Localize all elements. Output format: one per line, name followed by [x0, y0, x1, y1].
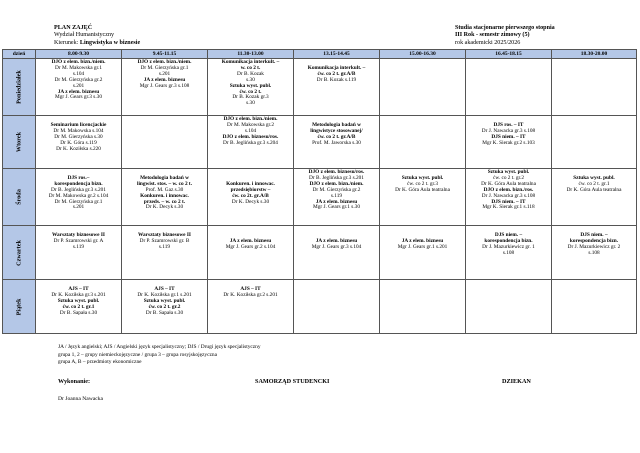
- class-line: Dr J. Nawacka gr.3 s.108: [481, 127, 536, 134]
- class-entry: [36, 116, 121, 152]
- class-line: DJO z elem. bizn./niem.: [51, 59, 106, 65]
- schedule-cell: [552, 226, 637, 280]
- class-entry: [380, 169, 465, 194]
- class-line: Dr B. Jeglińska gr.3 s.204: [223, 139, 278, 146]
- class-entry: [122, 59, 207, 90]
- day-row: [3, 280, 637, 334]
- class-line: Dr K. Góra Aula teatralna: [395, 186, 450, 193]
- day-row: [3, 169, 637, 226]
- class-line: s.119: [158, 243, 171, 250]
- day-label: [3, 226, 36, 280]
- class-line: DJS niem. – IT: [491, 198, 526, 205]
- schedule-cell: [466, 169, 552, 226]
- class-line: ćw. co 2 t. gr.2: [493, 174, 524, 181]
- faculty-name: Wydział Humanistyczny: [54, 32, 115, 39]
- class-line: DJS niem. –: [494, 231, 523, 238]
- academic-year: rok akademicki 2025/2026: [455, 39, 521, 46]
- class-line: Komunikacja interkult. –: [307, 64, 366, 71]
- class-line: ćw. co 2 t. gr.2: [148, 303, 181, 310]
- class-line: JA z elem. biznesu: [143, 76, 186, 83]
- schedule-cell: [552, 169, 637, 226]
- class-entry: [466, 169, 551, 211]
- schedule-cell: [208, 226, 294, 280]
- class-entry: [122, 280, 207, 316]
- class-entry: [208, 59, 293, 107]
- class-line: s.201: [72, 82, 85, 89]
- class-entry: [380, 280, 465, 281]
- schedule-cell: [122, 116, 208, 169]
- col-header: 9.45-11.15: [122, 50, 208, 59]
- class-line: Dr K. Decyk s.30: [231, 198, 270, 205]
- class-line: ćw. co 2 t. gr.3: [407, 180, 438, 187]
- schedule-cell: [380, 169, 466, 226]
- class-line: Sztuka wyst. publ.: [57, 297, 100, 304]
- header-left: [54, 25, 140, 47]
- class-line: s.108: [588, 249, 600, 256]
- col-header: 18.30-20.00: [552, 50, 637, 59]
- class-line: Konkuren. i innowac.: [140, 192, 189, 199]
- class-line: Dr B. Sapała s.30: [59, 309, 98, 316]
- header-right: [455, 25, 555, 47]
- class-line: Warsztaty biznesowe II: [138, 231, 191, 238]
- class-line: s.119: [330, 192, 343, 199]
- class-entry: [552, 226, 636, 257]
- class-line: Dr M. Makowska s.104: [53, 127, 104, 134]
- class-line: Dr M. Gierzyńska gr.2: [312, 186, 361, 193]
- class-entry: [466, 226, 551, 257]
- class-line: JA z elem. biznesu: [401, 237, 444, 244]
- class-line: DJS niem. – IT: [491, 133, 526, 140]
- class-line: Dr K. Koziłska gr.2 s.201: [223, 291, 278, 298]
- field-label: Kierunek:: [54, 39, 79, 46]
- day-name: Piątek: [15, 298, 23, 315]
- class-line: Dr M. Makowska gr.1: [55, 64, 102, 71]
- class-entry: [208, 280, 293, 299]
- legend-line: JA / Język angielski; AJS / Angielski język specjalistyczny; DJS / Drugi język specjalistyczny: [58, 344, 261, 350]
- class-entry: [36, 226, 121, 251]
- schedule-cell: [552, 116, 637, 169]
- col-header: 11.30-13.00: [208, 50, 294, 59]
- class-entry: [552, 116, 636, 117]
- class-line: Sztuka wyst. publ.: [143, 297, 186, 304]
- class-line: s.108: [502, 249, 515, 256]
- class-entry: [36, 169, 121, 211]
- class-line: JA z elem. biznesu: [229, 237, 272, 244]
- class-line: Dr M. Gierzyńska s.30: [54, 133, 103, 140]
- schedule-cell: [294, 59, 380, 116]
- class-entry: [122, 116, 207, 117]
- day-label: [3, 116, 36, 169]
- class-line: Dr P. Szamrowski gr. B: [139, 237, 190, 244]
- class-line: Mgr J. Gears gr.2 s.104: [225, 243, 276, 250]
- schedule-cell: [122, 59, 208, 116]
- schedule-cell: [380, 280, 466, 334]
- schedule-cell: [208, 169, 294, 226]
- class-line: lingwistyce stosowanej/: [310, 127, 363, 134]
- class-line: s.30: [246, 100, 255, 107]
- day-name: Wtorek: [15, 131, 23, 153]
- class-line: Prof. M. Jaworska s.30: [312, 139, 361, 146]
- class-line: przeds. – w. co 2 t.: [143, 198, 186, 205]
- field-of-study: [54, 40, 140, 47]
- class-entry: [122, 169, 207, 211]
- class-line: Sztuka wyst. publ.: [401, 174, 444, 181]
- class-line: DJS niem. –: [580, 231, 608, 238]
- class-line: Dr B. Jeglińska gr.3 s.201: [309, 174, 364, 181]
- schedule-cell: [294, 226, 380, 280]
- class-line: Seminarium licencjackie: [50, 121, 107, 128]
- class-line: AJS – IT: [68, 285, 89, 292]
- class-line: DJS ros.–: [67, 174, 90, 181]
- legend-line: grupa 1, 2 – grupy niemieckojęzyczne / grupa 3 – grupa rosyjskojęzyczna: [58, 351, 217, 358]
- col-header: dzień: [3, 50, 36, 59]
- class-entry: [294, 59, 379, 84]
- class-line: JA z elem. biznesu: [315, 237, 358, 244]
- schedule-cell: [208, 59, 294, 116]
- class-line: Dr B. Kozak gr.3: [232, 94, 269, 101]
- day-label: [3, 169, 36, 226]
- class-line: Dr B. Kozak s.119: [316, 76, 357, 83]
- class-line: DJO z elem. bizn./niem.: [223, 116, 278, 122]
- class-line: s.30: [246, 76, 255, 83]
- class-line: DJO z elem. biznesu/ros.: [308, 169, 365, 175]
- class-line: ćw. co 2 t. gr.1: [578, 180, 610, 187]
- class-line: Dr K. Koziłska gr.1 s.201: [137, 291, 192, 298]
- schedule-cell: [208, 280, 294, 334]
- class-entry: [380, 116, 465, 117]
- class-entry: [552, 169, 636, 194]
- class-entry: [294, 169, 379, 211]
- prepared-label: Wykonanie:: [58, 378, 91, 385]
- class-line: Dr K. Góra Aula teatralna: [566, 186, 622, 193]
- schedule-cell: [466, 59, 552, 116]
- day-row: [3, 226, 637, 280]
- class-line: Dr J. Mazurkiewicz gr. 2: [567, 243, 621, 250]
- class-entry: [294, 116, 379, 147]
- class-line: Komunikacja interkult. –: [221, 59, 280, 65]
- schedule-cell: [552, 59, 637, 116]
- class-line: JA z elem. biznesu: [315, 198, 358, 205]
- schedule-cell: [380, 226, 466, 280]
- class-line: ćw. co 2 t.: [239, 88, 262, 95]
- class-line: Dr K. Koziłska s.220: [56, 145, 101, 152]
- day-row: [3, 59, 637, 116]
- class-line: Sztuka wyst. publ.: [487, 169, 530, 175]
- day-name: Czwartek: [15, 239, 23, 266]
- class-entry: [466, 280, 551, 281]
- class-line: Mgr J. Gears gr.3 s.30: [55, 94, 102, 101]
- schedule-cell: [36, 226, 122, 280]
- class-line: Prof. M. Gaz s.30: [145, 186, 184, 193]
- class-line: s.104: [244, 127, 257, 134]
- study-type: Studia stacjonarne pierwszego stopnia: [455, 25, 555, 31]
- schedule-cell: [466, 226, 552, 280]
- day-label: [3, 59, 36, 116]
- class-entry: [36, 59, 121, 101]
- class-line: Warsztaty biznesowe II: [52, 231, 105, 238]
- field-value: Lingwistyka w biznesie: [79, 39, 141, 46]
- class-entry: [294, 280, 379, 281]
- class-line: ćw. co 2 t. gr.1: [62, 303, 95, 310]
- class-line: Dr M. Makowska gr.2 s.104: [48, 192, 109, 199]
- schedule-cell: [122, 226, 208, 280]
- schedule-cell: [552, 280, 637, 334]
- day-row: [3, 116, 637, 169]
- day-name: Poniedziałek: [15, 70, 23, 104]
- class-entry: [36, 280, 121, 316]
- class-line: Dr B. Sapała s.30: [145, 309, 184, 316]
- class-line: lingwist. stos. – w. co 2 t.: [136, 180, 193, 187]
- class-line: Sztuka wyst. publ.: [573, 174, 615, 181]
- class-line: korespondencja bizn.: [54, 180, 103, 187]
- legend-line: grupa A, B – przedmioty ekonomiczne: [58, 359, 142, 366]
- class-line: ćw. co 2 t. gr.A/B: [317, 70, 356, 77]
- class-line: s.104: [72, 70, 85, 77]
- schedule-cell: [380, 116, 466, 169]
- class-entry: [552, 59, 636, 60]
- class-entry: [208, 116, 293, 147]
- class-entry: [208, 169, 293, 205]
- class-entry: [208, 226, 293, 251]
- day-name: Środa: [15, 189, 23, 205]
- schedule-cell: [122, 280, 208, 334]
- class-line: DJO z elem. bizn./niem.: [137, 59, 192, 65]
- class-line: AJS – IT: [240, 285, 261, 292]
- class-line: Dr J. Nawacka gr.3 s.108: [481, 192, 536, 199]
- class-line: Dr M. Makowska gr.2: [227, 121, 274, 128]
- class-line: Dr M. Gierzyńska gr.1: [140, 64, 189, 71]
- col-header: 13.15-14.45: [294, 50, 380, 59]
- class-line: Metodologia badań w: [312, 121, 361, 128]
- class-line: Metodologia badań w: [140, 174, 189, 181]
- class-line: Dr P. Szamrowski gr. A: [53, 237, 104, 244]
- class-line: ćw. co 2t. gr.A/B: [232, 192, 269, 199]
- class-entry: [122, 226, 207, 251]
- class-line: Dr K. Góra s.119: [60, 139, 97, 146]
- class-line: Mgr J. Gears gr.1 s.201: [397, 243, 448, 250]
- class-entry: [380, 226, 465, 251]
- class-line: Mgr J. Gears gr.3 s.108: [139, 82, 190, 89]
- schedule-cell: [122, 169, 208, 226]
- col-header: 15.00-16.30: [380, 50, 466, 59]
- schedule-cell: [294, 280, 380, 334]
- class-line: JA z elem. biznesu: [57, 88, 100, 95]
- schedule-cell: [466, 116, 552, 169]
- schedule-cell: [36, 59, 122, 116]
- class-line: s.201: [158, 70, 171, 77]
- class-entry: [380, 59, 465, 60]
- class-line: Mgr K. Sierak gr.2 s.103: [482, 139, 535, 146]
- class-line: przedsiębiorstw –: [230, 186, 271, 193]
- class-line: Dr M. Gierzyńska gr.1: [54, 198, 103, 205]
- schedule-cell: [36, 116, 122, 169]
- class-line: Mgr J. Gears gr.3 s.104: [311, 243, 362, 250]
- class-entry: [552, 280, 636, 281]
- schedule-header-row: [3, 50, 637, 59]
- schedule-cell: [294, 116, 380, 169]
- class-line: Dr K. Góra Aula teatralna: [481, 180, 536, 187]
- class-line: korespondencja bizn.: [484, 237, 533, 244]
- class-entry: [294, 226, 379, 251]
- schedule-cell: [208, 116, 294, 169]
- student-council-label: SAMORZĄD STUDENCKI: [255, 378, 330, 385]
- class-line: DJO z elem. biznesu/ros.: [222, 133, 279, 140]
- class-entry: [466, 116, 551, 147]
- schedule-cell: [36, 280, 122, 334]
- year-semester: III Rok - semestr zimowy (5): [455, 32, 530, 39]
- class-line: AJS – IT: [154, 285, 175, 292]
- dean-label: DZIEKAN: [502, 378, 531, 385]
- class-line: DJO z elem. bizn./ros.: [483, 186, 534, 193]
- class-line: DJO z elem. bizn./niem.: [309, 180, 364, 187]
- class-line: DJS ros. – IT: [493, 121, 524, 128]
- class-line: Dr B. Jeglińska gr.3 s.201: [51, 186, 106, 193]
- class-line: s.119: [72, 243, 85, 250]
- plan-title: PLAN ZAJĘĆ: [54, 25, 93, 31]
- schedule-cell: [380, 59, 466, 116]
- schedule-cell: [36, 169, 122, 226]
- day-label: [3, 280, 36, 334]
- class-line: s.201: [72, 204, 85, 211]
- schedule-table: [2, 49, 637, 334]
- class-line: Dr J. Mazurkiewicz gr. 1: [482, 243, 535, 250]
- class-line: Mgr K. Sierak gr.1 s.118: [482, 204, 535, 211]
- col-header: 16.45-18.15: [466, 50, 552, 59]
- class-line: Dr K. Koziłska gr.3 s.201: [51, 291, 106, 298]
- legend: [58, 344, 261, 367]
- class-line: ćw. co 2 t. gr.A/B: [317, 133, 356, 140]
- class-line: Dr K. Decyk s.30: [145, 204, 184, 211]
- prepared-by: Dr Joanna Nawacka: [58, 396, 104, 402]
- class-line: Sztuka wyst. publ.: [229, 82, 272, 89]
- col-header: 8.00-9.30: [36, 50, 122, 59]
- class-line: Konkuren. i innowac.: [226, 180, 275, 187]
- class-line: Mgr J. Gears gr.1 s.30: [313, 204, 360, 211]
- schedule-cell: [466, 280, 552, 334]
- class-line: Dr B. Kozak: [237, 70, 264, 77]
- class-line: w. co 2 t.: [240, 64, 261, 71]
- class-line: korespondencja bizn.: [569, 237, 619, 244]
- class-entry: [466, 59, 551, 60]
- class-line: Dr M. Gierzyńska gr.2: [54, 76, 103, 83]
- schedule-cell: [294, 169, 380, 226]
